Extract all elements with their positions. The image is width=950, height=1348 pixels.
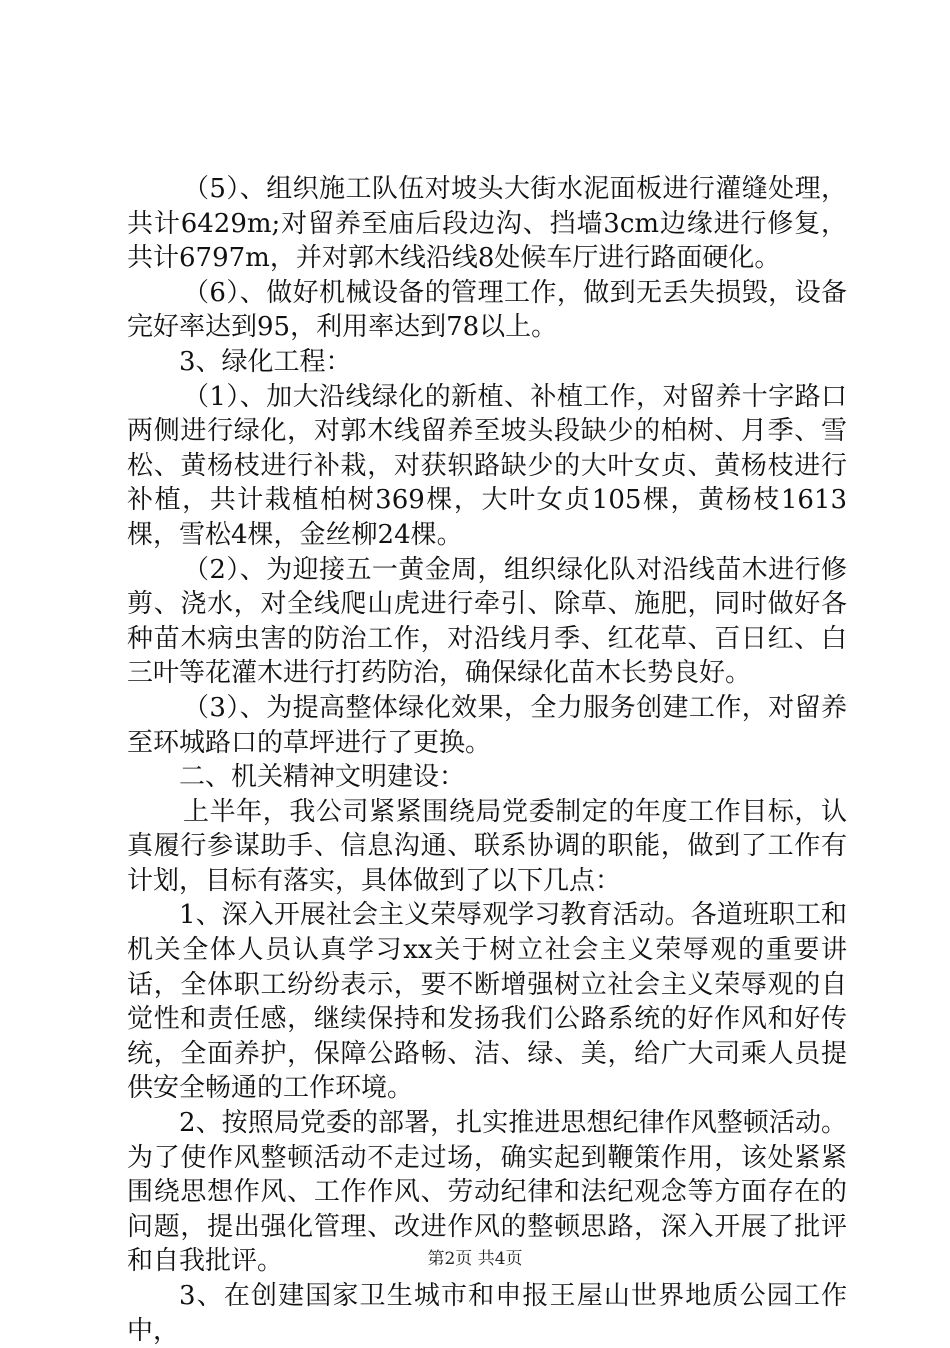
section-heading: 二、机关精神文明建设： (179, 762, 466, 793)
page-number-footer: 第2页 共4页 (427, 1249, 523, 1269)
document-body (127, 172, 847, 1348)
paragraph: （5）、组织施工队伍对坡头大街水泥面板进行灌缝处理，共计6429m;对留养至庙后段边沟、挡墙3cm边缘进行修复，共计6797m，并对郭木线沿线8处候车厅进行路面硬化。 (127, 174, 847, 274)
paragraph: （6）、做好机械设备的管理工作，做到无丢失损毁，设备完好率达到95，利用率达到78以上。 (127, 277, 847, 343)
paragraph: （2）、为迎接五一黄金周，组织绿化队对沿线苗木进行修剪、浇水，对全线爬山虎进行牵引、除草、施肥，同时做好各种苗木病虫害的防治工作，对沿线月季、红花草、百日红、白三叶等花灌木进行打药防治，确保绿化苗木长势良好。 (127, 554, 847, 689)
paragraph: 2、按照局党委的部署，扎实推进思想纪律作风整顿活动。为了使作风整顿活动不走过场，确实起到鞭策作用，该处紧紧围绕思想作风、工作作风、劳动纪律和法纪观念等方面存在的问题，提出强化管理、改进作风的整顿思路，深入开展了批评和自我批评。 (127, 1108, 847, 1277)
paragraph: 3、在创建国家卫生城市和申报王屋山世界地质公园工作中， (127, 1281, 847, 1346)
paragraph: 上半年，我公司紧紧围绕局党委制定的年度工作目标，认真履行参谋助手、信息沟通、联系协调的职能，做到了工作有计划，目标有落实，具体做到了以下几点： (127, 796, 847, 896)
section-heading: 3、绿化工程： (179, 346, 352, 377)
paragraph: 1、深入开展社会主义荣辱观学习教育活动。各道班职工和机关全体人员认真学习xx关于树立社会主义荣辱观的重要讲话，全体职工纷纷表示，要不断增强树立社会主义荣辱观的自觉性和责任感，继续保持和发扬我们公路系统的好作风和好传统，全面养护，保障公路畅、洁、绿、美，给广大司乘人员提供安全畅通的工作环境。 (127, 900, 847, 1104)
paragraph: （3）、为提高整体绿化效果，全力服务创建工作，对留养至环城路口的草坪进行了更换。 (127, 692, 847, 758)
paragraph: （1）、加大沿线绿化的新植、补植工作，对留养十字路口两侧进行绿化，对郭木线留养至坡头段缺少的柏树、月季、雪松、黄杨枝进行补栽，对获轵路缺少的大叶女贞、黄杨枝进行补植，共计栽植柏树369棵，大叶女贞105棵，黄杨枝1613棵，雪松4棵，金丝柳24棵。 (127, 381, 847, 550)
